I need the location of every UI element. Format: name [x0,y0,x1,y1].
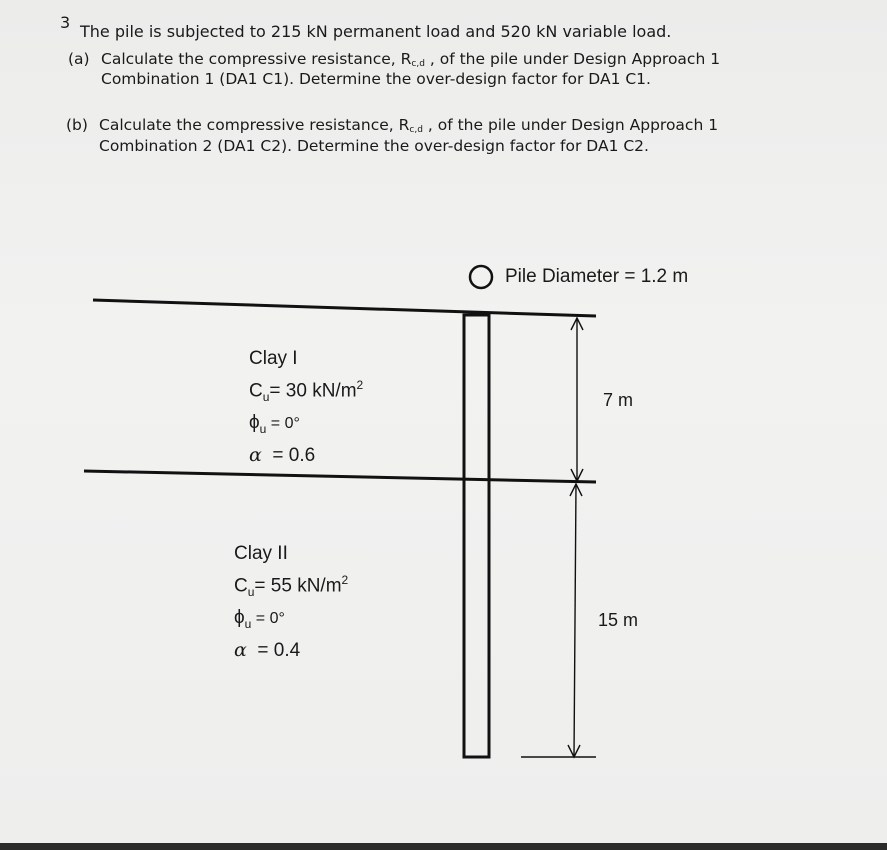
clay-2-thickness-label: 15 m [598,610,639,630]
part-b-line1: Calculate the compressive resistance, $R_{c,d}$ , of the pile under Design Approach 1 [99,116,719,135]
resistance-subscript: c,d [411,59,425,69]
clay-1-properties [249,346,363,469]
clay-1-name: Clay I [249,348,298,369]
clay-1-thickness-label: 7 m [603,390,634,410]
layer-boundary-line [84,471,596,482]
photo-bottom-edge [0,843,887,850]
part-a-label: (a) [68,50,90,68]
part-a-line2: Combination 1 (DA1 C1). Determine the over-design factor for DA1 C1. [101,70,651,88]
pile-diameter-label: Pile Diameter = 1.2 m [505,266,689,287]
part-b-label: (b) [66,116,88,134]
pile-section-icon [470,266,492,288]
resistance-subscript: c,d [409,125,423,135]
clay-1-alpha: α = 0.6 [249,443,316,466]
ground-surface-line [93,300,596,316]
clay-2-cu: $C_u= 55$ $kN/m^2$ [234,573,349,600]
clay-2-properties [234,541,348,664]
part-a-line1: Calculate the compressive resistance, $R_{c,d}$ , of the pile under Design Approach 1 [101,50,721,69]
dimension-line-clay-2 [574,484,576,757]
question-text: The pile is subjected to 215 kN permanent load and 520 kN variable load. [80,22,672,41]
part-b-line2: Combination 2 (DA1 C2). Determine the over-design factor for DA1 C2. [99,137,649,155]
clay-2-alpha: α = 0.4 [234,638,301,661]
clay-2-phi: $\phi_u = 0^\circ$ [234,607,285,631]
clay-1-cu: $C_u= 30$ $kN/m^2$ [249,378,364,405]
clay-1-phi: $\phi_u = 0^\circ$ [249,412,300,436]
clay-2-name: Clay II [234,543,288,564]
pile-shaft [464,315,489,757]
question-number: 3 [60,13,71,32]
